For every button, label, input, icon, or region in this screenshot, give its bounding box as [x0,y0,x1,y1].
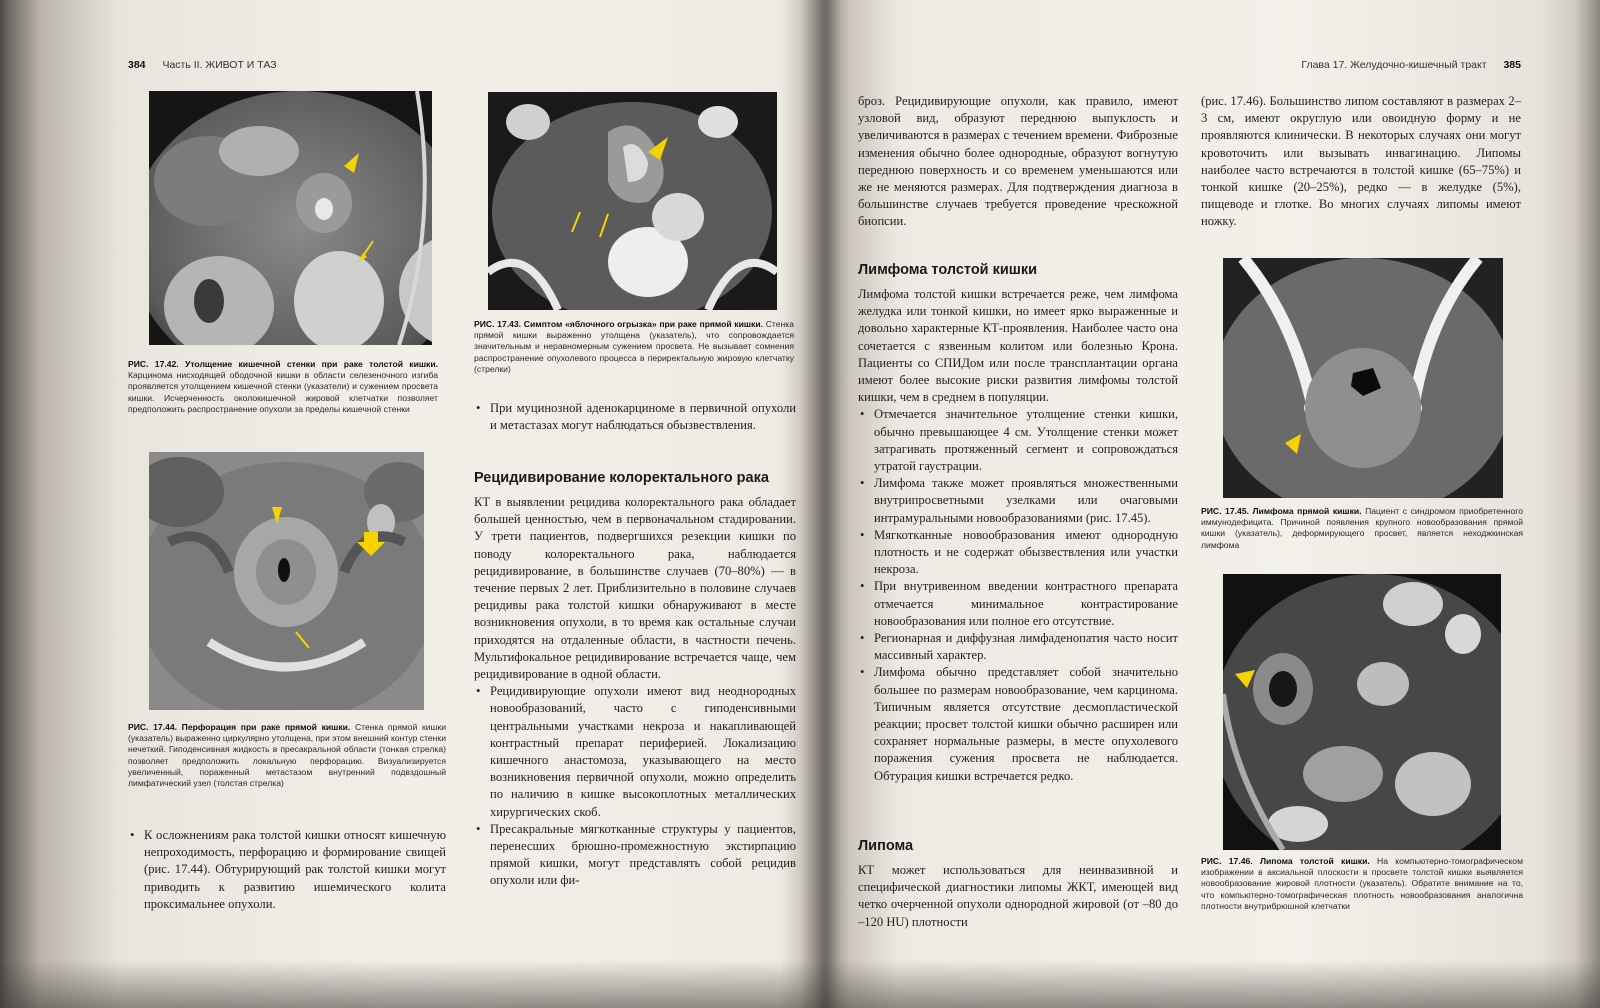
left-col2-bullet-top [474,400,796,434]
right-page-header [1279,59,1521,71]
list-item: • Регионарная и диффузная лимфаденопатия часто носит массивный характер. [858,630,1178,664]
left-page-number: 384 [128,59,146,71]
figure-17-44-title: РИС. 17.44. Перфорация при раке прямой кишки. [128,722,351,732]
figure-17-46-title: РИС. 17.46. Липома толстой кишки. [1201,856,1370,866]
list-item: • Лимфома обычно представляет собой значительно большее по размерам новообразование, чем карцинома. Типичным является отсутствие десмопластической реакции; просвет толстой кишки обычно расширен или сохраняет нормальные размеры, в месте опухолевого поражения сужения просвета не наблюдается. Обтурация кишки встречается редко. [858,664,1178,784]
list-item: • Рецидивирующие опухоли имеют вид неоднородных новообразований, часто с гиподенсивными центральными участками некроза и накапливающей контрастный препарат периферией. Локализацию кишечного анастомоза, указывающего на место возникновения первичной опухоли, можно определить по наличию в кишке высокоплотных металлических хирургических скоб. [474,683,796,821]
lymphoma-bullets [858,406,1178,784]
book-bottom-edge [0,960,1600,1008]
figure-17-45-ct-image [1223,258,1503,498]
figure-17-43-ct-image [488,92,777,310]
list-item: • Пресакральные мягкотканные структуры у пациентов, перенесших брюшно-промежностную экстирпацию прямой кишки, могут представлять собой рецидив опухоли или фи- [474,821,796,890]
figure-17-44-caption [128,722,446,789]
section-heading-lipoma: Липома [858,838,914,854]
left-col1-bullets [128,827,446,913]
figure-17-45-text: Пациент с синдромом приобретенного иммунодефицита. Причиной появления крупного новообразования прямой кишки (указатель), деформирующего просвет, является неходжкинская лимфома [1201,506,1524,550]
lipoma-paragraph: КТ может использоваться для неинвазивной и специфической диагностики липомы ЖКТ, имеющей вид четко очерченной опухоли однородной жировой (от –80 до –120 HU) плотности [858,863,1178,929]
left-running-head: Часть II. ЖИВОТ И ТАЗ [162,59,277,71]
figure-17-44-ct-image [149,452,424,710]
figure-17-45-title: РИС. 17.45. Лимфома прямой кишки. [1201,506,1362,516]
list-item: • При внутривенном введении контрастного препарата отмечается минимальное контрастирование новообразования или полное его отсутствие. [858,578,1178,630]
figure-17-46-ct-image [1223,574,1501,850]
figure-17-42-caption [128,359,438,415]
list-item: • К осложнениям рака толстой кишки относят кишечную непроходимость, перфорацию и формирование свищей (рис. 17.44). Обтурирующий рак толстой кишки могут приводить к развитию ишемического колита проксимальнее опухоли. [128,827,446,913]
recurrence-paragraph: КТ в выявлении рецидива колоректального рака обладает большей ценностью, чем в первоначальном стадировании. У трети пациентов, подвергшихся резекции кишки по поводу колоректального рака, наблюдается рецидивирование, в большинстве случаев (70–80%) — в течение первых 2 лет. Приблизительно в половине случаев рецидивы рака толстой кишки обнаруживают в месте возникновения опухоли, в то время как остальные случаи приходятся на отдаленные области, в частности печень. Мультифокальное рецидивирование встречается чаще, чем рецидивирование в одной области. [474,495,796,682]
lipoma-continuation-paragraph: (рис. 17.46). Большинство липом составляют в размерах 2–3 см, имеют округлую или овоидную форму и не проявляются клинически. В некоторых случаях они могут кровоточить или вызывать инвагинацию. Липомы наиболее часто встречаются в толстой кишке (65–75%) и тонкой кишке (20–25%), редко — в желудке (5%), пищеводе и глотке. Во многих случаях липомы имеют ножку. [1201,94,1521,229]
recurrence-continuation-paragraph: броз. Рецидивирующие опухоли, как правило, имеют узловой вид, образуют переднюю выпуклость и увеличиваются в размерах с течением времени. Фиброзные изменения обычно более однородные, образуют вогнутую переднюю поверхность и со временем уменьшаются или же не меняются размерах. Для подтверждения диагноза в большинстве случаев требуется проведение чрескожной биопсии. [858,94,1178,229]
recurrence-section [474,494,796,890]
figure-17-46-text: На компьютерно-томографическом изображении в аксиальной плоскости в просвете толстой кишки выявляется новообразование жировой плотности (указатель). Обратите внимание на то, что компьютерно-томографическая плотность новообразования аналогична плотности внутрибрюшной клетчатки [1201,856,1523,911]
section-heading-recurrence: Рецидивирование колоректального рака [474,470,769,486]
right-col1-top [858,93,1178,231]
figure-17-42-text: Карцинома нисходящей ободочной кишки в области селезеночного изгиба проявляется утолщением кишечной стенки (указатели) и сужением просвета кишки. Исчерченность околокишечной жировой клетчатки позволяет предположить распространение опухоли за пределы кишечной стенки [128,370,438,414]
figure-17-45-caption [1201,506,1523,551]
left-page-header [128,59,277,71]
figure-17-43-caption [474,319,794,375]
figure-17-43-text: Стенка прямой кишки выраженно утолщена (указатель), что сопровождается значительным и неравномерным сужением просвета. Не вызывает сомнения распространение опухолевого процесса в периректальную жировую клетчатку (стрелки) [474,319,794,374]
list-item: • При муцинозной аденокарциноме в первичной опухоли и метастазах могут наблюдаться обызвествления. [474,400,796,434]
book-gutter [800,0,850,1008]
figure-17-44-text: Стенка прямой кишки (указатель) выраженно циркулярно утолщена, при этом внешний контур стенки нечеткий. Гиподенсивная жидкость в пресакральной области (тонкая стрелка) позволяет предположить локальную перфорацию. Визуализируется увеличенный, пораженный метастазом внутренний подвздошный лимфатический узел (толстая стрелка) [128,722,446,789]
lipoma-section [858,862,1178,931]
figure-17-43-title: РИС. 17.43. Симптом «яблочного огрызка» при раке прямой кишки. [474,319,764,329]
list-item: • Отмечается значительное утолщение стенки кишки, обычно превышающее 4 см. Утолщение стенки может затрагивать протяженный сегмент и сопровождаться утратой гаустрации. [858,406,1178,475]
list-item: • Лимфома также может проявляться множественными внутрипросветными узелками или очаговыми интрамуральными новообразованиями (рис. 17.45). [858,475,1178,527]
recurrence-bullets [474,683,796,889]
section-heading-lymphoma: Лимфома толстой кишки [858,262,1038,278]
figure-17-42-title: РИС. 17.42. Утолщение кишечной стенки при раке толстой кишки. [128,359,438,369]
right-running-head: Глава 17. Желудочно-кишечный тракт [1301,59,1487,71]
lymphoma-section [858,286,1178,785]
list-item: • Мягкотканные новообразования имеют однородную плотность и не содержат обызвествления или участки некроза. [858,527,1178,579]
right-page-number: 385 [1503,59,1521,71]
lymphoma-paragraph: Лимфома толстой кишки встречается реже, чем лимфома желудка или тонкой кишки, но имеет ярко выраженные и довольно характерные КТ-проявления. Наиболее часто она сочетается с язвенным колитом или болезнью Крона. Пациенты со СПИДом или после трансплантации органа имеют более высокие риски развития лимфомы толстой кишки, чем в среднем в популяции. [858,287,1178,405]
figure-17-42-ct-image [149,91,432,345]
figure-17-46-caption [1201,856,1523,912]
right-col2-top [1201,93,1521,231]
